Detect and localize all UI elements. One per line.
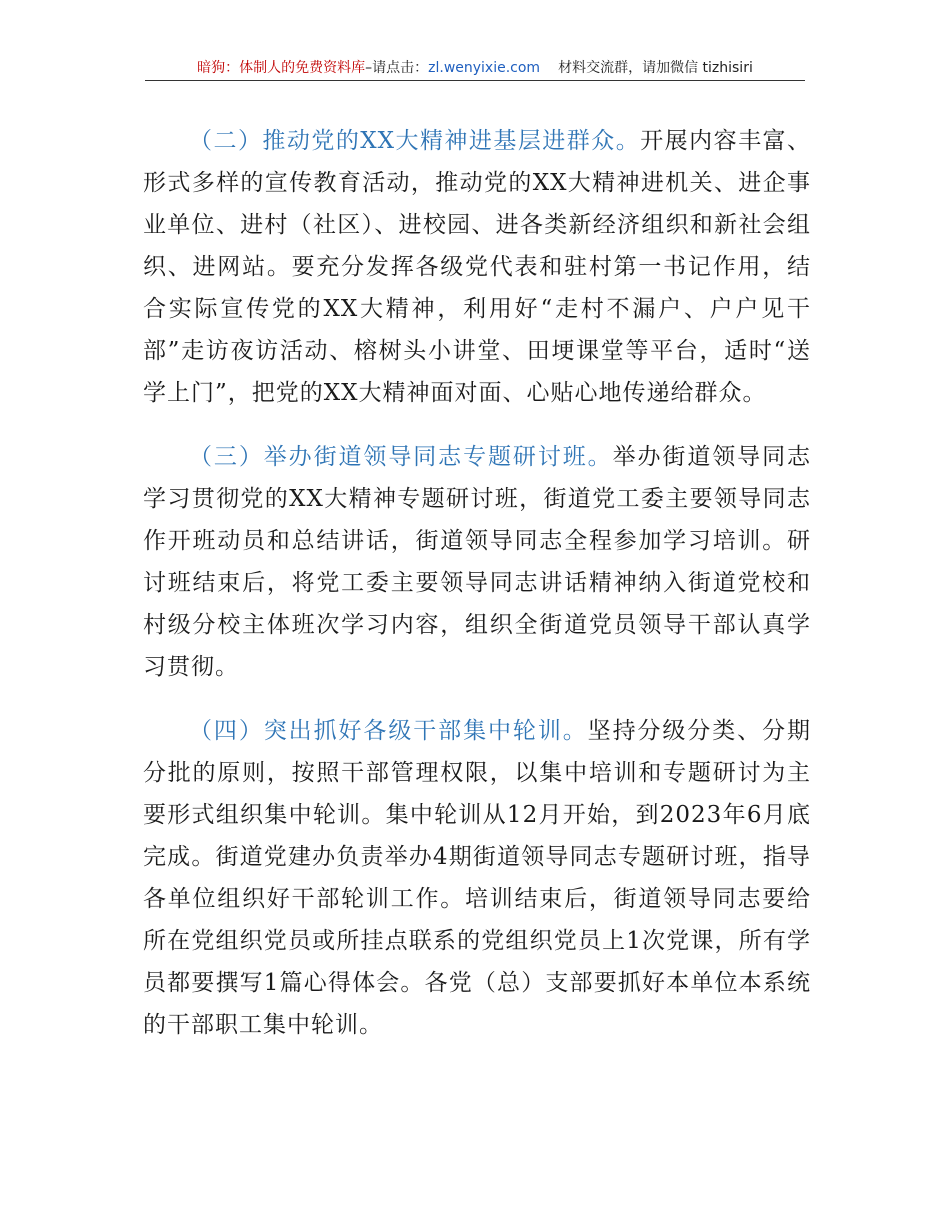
section-heading-2: （二）推动党的XX大精神进基层进群众。 [189,128,641,154]
section-body-3: 举办街道领导同志学习贯彻党的XX大精神专题研讨班，街道党工委主要领导同志作开班动员和总结讲话，街道领导同志全程参加学习培训。研讨班结束后，将党工委主要领导同志讲话精神纳入街道党校和村级分校主体班次学习内容，组织全街道党员领导干部认真学习贯彻。 [143,444,812,680]
section-paragraph-2 [143,120,811,414]
section-paragraph-3 [143,436,811,688]
page-header [145,58,805,81]
section-body-4: 坚持分级分类、分期分批的原则，按照干部管理权限，以集中培训和专题研讨为主要形式组织集中轮训。集中轮训从12月开始，到2023年6月底完成。街道党建办负责举办4期街道领导同志专题研讨班，指导各单位组织好干部轮训工作。培训结束后，街道领导同志要给所在党组织党员或所挂点联系的党组织党员上1次党课，所有学员都要撰写1篇心得体会。各党（总）支部要抓好本单位本系统的干部职工集中轮训。 [143,718,812,1038]
section-heading-3: （三）举办街道领导同志专题研讨班。 [189,444,613,470]
document-body [143,120,811,1068]
section-paragraph-4 [143,710,811,1046]
group-note: 材料交流群，请加微信 tizhisiri [558,60,753,76]
section-heading-4: （四）突出抓好各级干部集中轮训。 [189,718,588,744]
site-url-link[interactable]: zl.wenyixie.com [428,60,541,76]
site-label: 暗狗：体制人的免费资料库 [197,60,366,76]
section-body-2: 开展内容丰富、形式多样的宣传教育活动，推动党的XX大精神进机关、进企事业单位、进村（社区）、进校园、进各类新经济组织和新社会组织、进网站。要充分发挥各级党代表和驻村第一书记作用，结合实际宣传党的XX大精神，利用好“走村不漏户、户户见干部”走访夜访活动、榕树头小讲堂、田埂课堂等平台，适时“送学上门”，把党的XX大精神面对面、心贴心地传递给群众。 [143,128,811,406]
click-prompt: –请点击： [365,60,429,76]
